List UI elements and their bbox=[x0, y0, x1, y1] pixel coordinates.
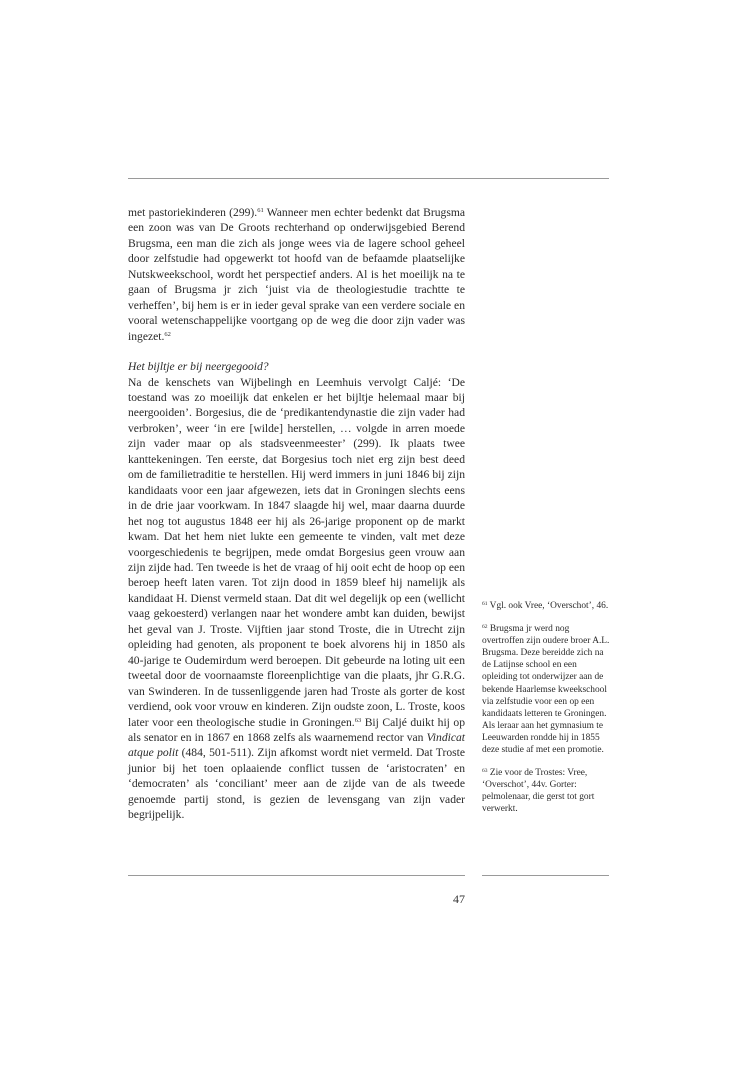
paragraph-2 bbox=[128, 375, 465, 823]
paragraph-2-text-cont: Bij Caljé duikt hij op als senator en in 1867 en 1868 zelfs als waarnemend rector van bbox=[128, 715, 465, 744]
sidenote-number: 61 bbox=[482, 601, 488, 607]
bottom-rule-main bbox=[128, 875, 465, 876]
sidenote-text: Zie voor de Trostes: Vree, ‘Overschot’, 44v. Gorter: pelmolenaar, die gerst tot gort verwerkt. bbox=[482, 768, 595, 815]
italic-motto: Vindicat atque polit bbox=[128, 730, 465, 760]
sidenote-number: 63 bbox=[482, 768, 488, 775]
sidenote-63 bbox=[482, 767, 612, 815]
section-heading: Het bijltje er bij neergegooid? bbox=[128, 360, 269, 374]
sidenote-number: 62 bbox=[482, 624, 488, 631]
page-number: 47 bbox=[453, 892, 465, 906]
paragraph-1-text-cont: Wanneer men echter bedenkt dat Brugsma een zoon was van De Groots rechterhand op onderwijsgebied Berend Brugsma, een man die zich als jonge wees via de lagere school geheel door zelfstudie had opgewerkt tot hoofd van de befaamde plaatselijke Nutskweekschool, wordt het perspectief anders. Al is het moeilijk na te gaan of Brugsma jr zich ‘juist via de theologiestudie trachtte te verheffen’, bij hem is er in ieder geval sprake van een verdere sociale en vooral wetenschappelijke voortgang op de weg die door zijn vader was ingezet. bbox=[128, 206, 465, 343]
sidenote-text: Vgl. ook Vree, ‘Overschot’, 46. bbox=[487, 601, 609, 611]
paragraph-2-text: Na de kenschets van Wijbelingh en Leemhuis vervolgt Caljé: ‘De toestand was zo moeilijk dat enkelen er het bijltje helemaal maar bij neergooiden’. Borgesius, die de ‘predikantendynastie die zijn vader had verbroken’, weer ‘in ere [wilde] herstellen, … volgde in arren moede zijn vader maar op als stadsveenmeester’ (299). Ik plaats twee kanttekeningen. Ten eerste, dat Borgesius toch niet erg zijn best deed om de familietraditie te herstellen. Hij werd immers in juni 1846 bij zijn kandidaats voor een jaar afgewezen, iets dat in Groningen slechts eens in de drie jaar voorkwam. In 1847 slaagde hij wel, maar daarna duurde het nog tot augustus 1848 eer hij als 26-jarige proponent op de markt kwam. Dat het hem niet lukte een gemeente te vinden, valt met deze voorgeschiedenis te begrijpen, mede omdat Borgesius geen vrouw aan zijn zijde had. Ten tweede is het de vraag of hij ooit echt de hoop op een beroep heeft laten varen. Tot zijn dood in 1859 bleef hij namelijk als kandidaat H. Dienst vermeld staan. Dat dit wel degelijk op een (wellicht vaag gekoesterd) verlangen naar het wondere ambt kan duiden, bewijst het geval van J. Troste. Vijftien jaar stond Troste, die in Utrecht zijn opleiding had genoten, als proponent te boek alvorens hij in 1850 als 40-jarige te Oudemirdum werd beroepen. Dit gebeurde na loting uit een tweetal door de voornaamste floreenplichtige van die plaats, jhr G.R.G. van Swinderen. In de tussenliggende jaren had Troste als gorter de kost verdiend, ook voor vrouw en kinderen. Zijn oudste zoon, L. Troste, koos later voor een theologische studie in Groningen. bbox=[128, 375, 465, 729]
paragraph-1 bbox=[128, 205, 465, 344]
bottom-rule-sidenotes bbox=[482, 875, 609, 876]
sidenotes-column bbox=[482, 600, 612, 827]
sidenote-62 bbox=[482, 623, 612, 756]
main-text-column bbox=[128, 205, 465, 823]
footnote-ref-63[interactable]: 63 bbox=[354, 716, 362, 724]
top-rule bbox=[128, 178, 609, 179]
footnote-ref-62[interactable]: 62 bbox=[164, 330, 171, 338]
footnote-ref-61[interactable]: 61 bbox=[257, 207, 264, 214]
sidenote-text: Brugsma jr werd nog overtroffen zijn oudere broer A.L. Brugsma. Deze bereidde zich na de Latijnse school en een opleiding tot onderwijzer aan de bekende Haarlemse kweekschool via zelfstudie voor een op een kandidaats letteren te Groningen. Als leraar aan het gymnasium te Leeuwarden rondde hij in 1855 deze studie af met een promotie. bbox=[482, 624, 610, 756]
paragraph-2-text-end: (484, 501-511). Zijn afkomst wordt niet vermeld. Dat Troste junior bij het toen oplaaiende conflict tussen de ‘aristocraten’ en ‘democraten’ als ‘conciliant’ meer aan de zijde van de als tweede genoemde partij stond, is gezien de levensgang van zijn vader begrijpelijk. bbox=[128, 746, 465, 822]
paragraph-1-text: met pastoriekinderen (299). bbox=[128, 206, 258, 219]
sidenote-61 bbox=[482, 600, 612, 612]
